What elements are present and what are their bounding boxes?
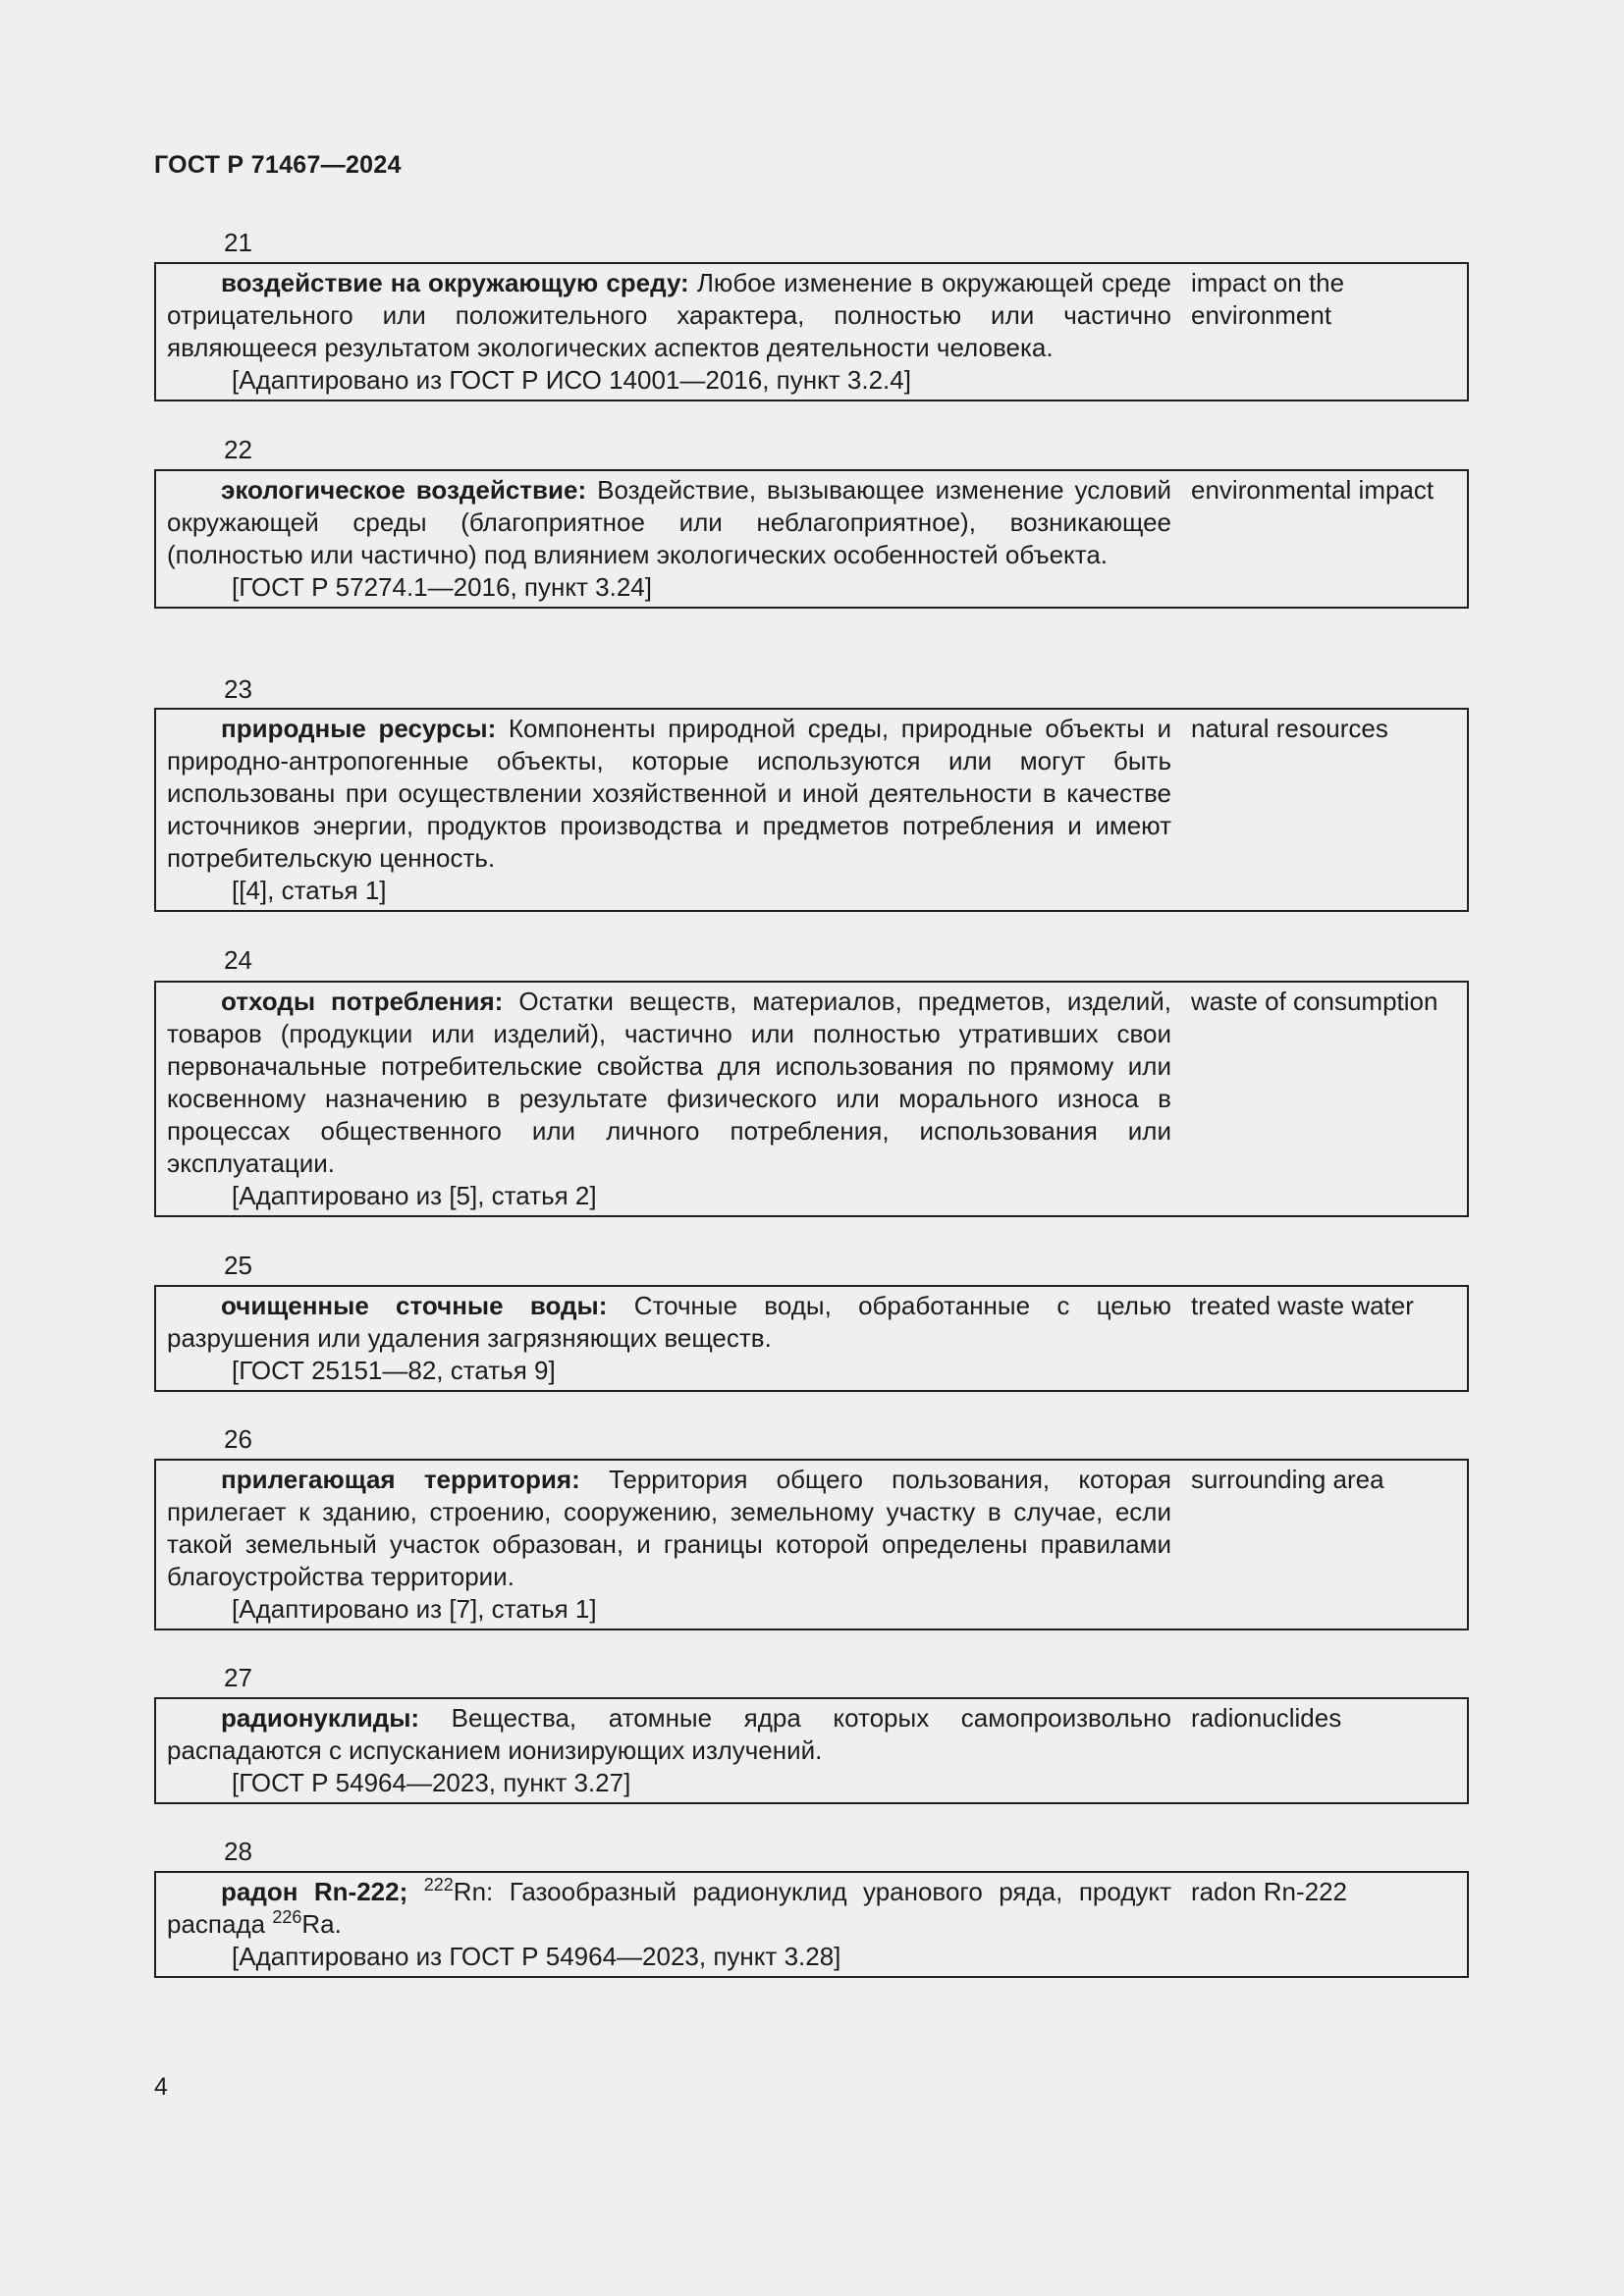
term-source: [Адаптировано из [5], статья 2]: [232, 1181, 597, 1210]
term-entry: [154, 262, 1469, 401]
term-name: прилегающая территория:: [221, 1465, 580, 1494]
term-definition-text: Ra.: [301, 1909, 342, 1939]
term-entry: [154, 708, 1469, 912]
term-number: 28: [224, 1837, 252, 1866]
term-definition-text: Территория общего пользования, которая прилегает к зданию, строению, сооружению, земельному участку в случае, если такой земельный участок образован, и границы которой определены правилами благоустройства территории.: [167, 1465, 1171, 1591]
term-name: радионуклиды:: [221, 1703, 420, 1733]
term-name: очищенные сточные воды:: [221, 1291, 608, 1320]
term-body: [156, 1699, 1171, 1802]
term-source: [ГОСТ 25151—82, статья 9]: [232, 1356, 556, 1385]
term-source: [[4], статья 1]: [232, 876, 387, 905]
term-name: природные ресурсы:: [221, 714, 497, 743]
term-definition-text: Компоненты природной среды, природные объекты и природно-антропогенные объекты, которые используются или могут быть использованы при осуществлении хозяйственной и иной деятельности в качестве источников энергии, продуктов производства и предметов потребления и имеют потребительскую ценность.: [167, 714, 1171, 873]
term-definition: [167, 1290, 1171, 1355]
term-definition: [167, 713, 1171, 875]
term-english: radionuclides: [1191, 1703, 1342, 1733]
page-number: 4: [154, 2073, 168, 2101]
term-body: [156, 710, 1171, 910]
term-english: environmental impact: [1191, 475, 1435, 505]
term-body: [156, 264, 1171, 400]
term-number: 25: [224, 1251, 252, 1280]
term-english: surrounding area: [1191, 1465, 1384, 1494]
term-number: 26: [224, 1424, 252, 1454]
term-definition: [167, 267, 1171, 364]
term-number: 22: [224, 435, 252, 464]
term-english: waste of consumption: [1191, 987, 1438, 1016]
term-english: radon Rn-222: [1191, 1877, 1347, 1906]
term-body: [156, 983, 1171, 1215]
term-source: [ГОСТ Р 54964—2023, пункт 3.27]: [232, 1768, 631, 1797]
term-number: 24: [224, 945, 252, 975]
term-body: [156, 471, 1171, 607]
term-definition: [167, 1876, 1171, 1941]
term-body: [156, 1287, 1171, 1390]
term-name: радон Rn-222;: [221, 1877, 408, 1906]
superscript-mass-number: 222: [423, 1875, 454, 1895]
term-name: отходы потребления:: [221, 987, 504, 1016]
term-definition: [167, 474, 1171, 571]
term-english: natural resources: [1191, 714, 1388, 743]
term-source: [Адаптировано из ГОСТ Р ИСО 14001—2016, пункт 3.2.4]: [232, 365, 911, 395]
term-definition-text: Вещества, атомные ядра которых самопроизвольно распадаются с испусканием ионизирующих излучений.: [167, 1703, 1171, 1765]
term-number: 23: [224, 674, 252, 704]
term-definition-text: Воздействие, вызывающее изменение условий окружающей среды (благоприятное или неблагоприятное), возникающее (полностью или частично) под влиянием экологических особенностей объекта.: [167, 475, 1172, 569]
term-body: [156, 1461, 1171, 1629]
term-english: treated waste water: [1191, 1291, 1414, 1320]
document-code: ГОСТ Р 71467—2024: [154, 151, 402, 179]
superscript-mass-number: 226: [272, 1907, 302, 1927]
term-entry: [154, 1459, 1469, 1630]
term-definition: [167, 1464, 1171, 1593]
term-source: [Адаптировано из ГОСТ Р 54964—2023, пункт 3.28]: [232, 1942, 841, 1971]
term-source: [Адаптировано из [7], статья 1]: [232, 1594, 597, 1624]
term-english: impact on the environment: [1191, 268, 1345, 330]
term-definition-text: Любое изменение в окружающей среде отрицательного или положительного характера, полностью или частично являющееся результатом экологических аспектов деятельности человека.: [167, 268, 1171, 362]
term-definition-text: Остатки веществ, материалов, предметов, изделий, товаров (продукции или изделий), частично или полностью утративших свои первоначальные потребительские свойства для использования по прямому или косвенному назначению в результате физического или морального износа в процессах общественного или личного потребления, использования или эксплуатации.: [167, 987, 1172, 1178]
term-body: [156, 1873, 1171, 1976]
term-entry: [154, 1697, 1469, 1804]
term-entry: [154, 981, 1469, 1217]
term-definition-text: Rn: Газообразный радионуклид уранового ряда, продукт распада: [167, 1877, 1171, 1939]
term-entry: [154, 1285, 1469, 1392]
term-name: экологическое воздействие:: [221, 475, 587, 505]
term-entry: [154, 1871, 1469, 1978]
term-definition: [167, 1702, 1171, 1767]
term-number: 27: [224, 1663, 252, 1692]
term-definition-text: Сточные воды, обработанные с целью разрушения или удаления загрязняющих веществ.: [167, 1291, 1172, 1353]
term-source: [ГОСТ Р 57274.1—2016, пункт 3.24]: [232, 572, 652, 602]
term-entry: [154, 469, 1469, 609]
term-number: 21: [224, 228, 252, 257]
term-definition: [167, 986, 1171, 1180]
term-name: воздействие на окружающую среду:: [221, 268, 689, 297]
